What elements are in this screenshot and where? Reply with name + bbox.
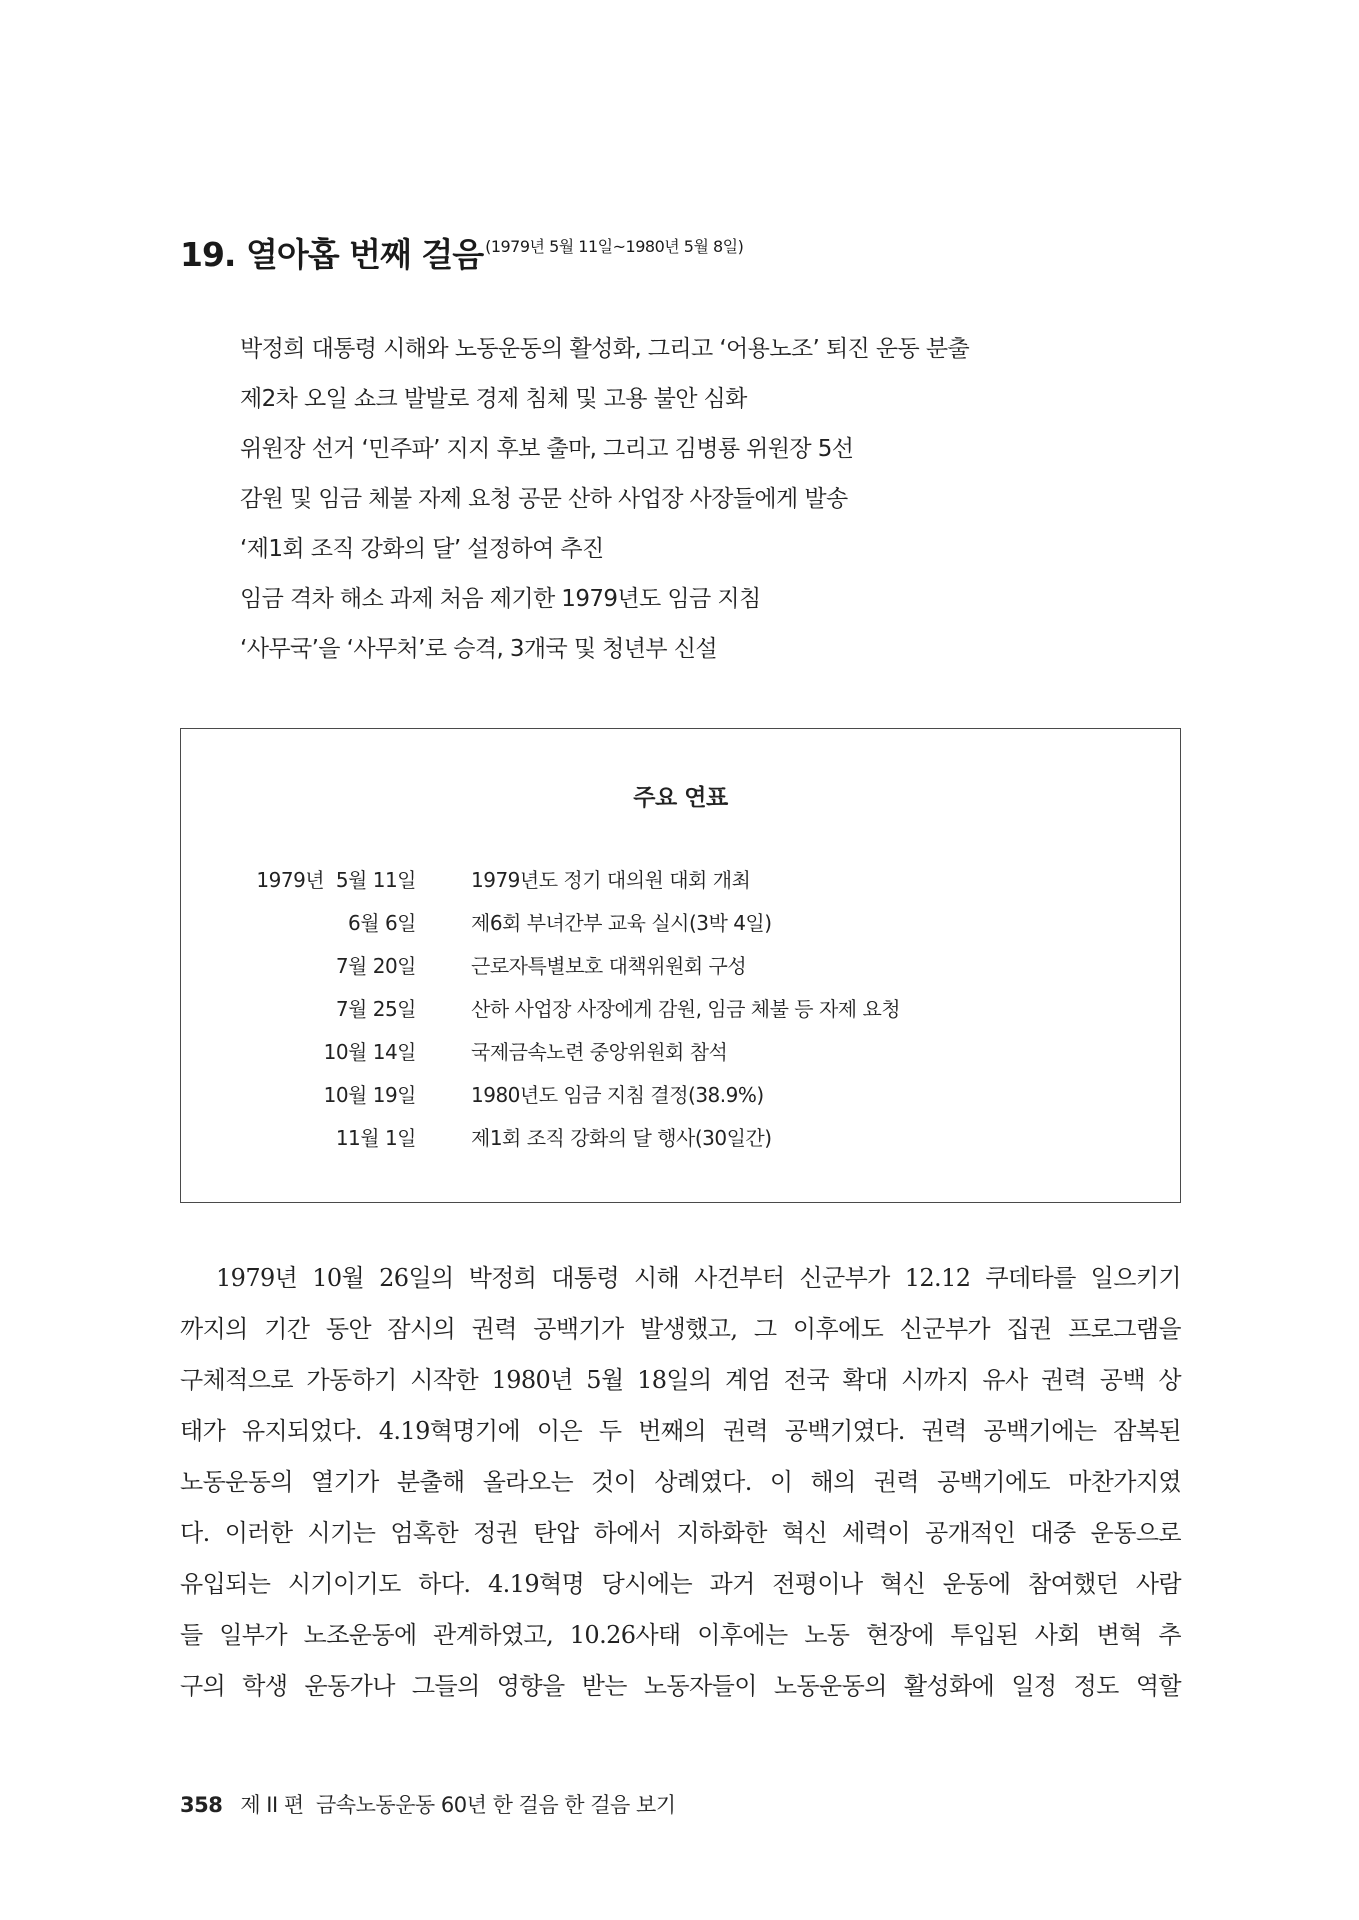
summary-item: 감원 및 임금 체불 자제 요청 공문 산하 사업장 사장들에게 발송: [240, 486, 848, 512]
timeline-event: 근로자특별보호 대책위원회 구성: [471, 954, 747, 978]
chapter-date-range: (1979년 5월 11일~1980년 5월 8일): [485, 237, 744, 256]
timeline-event: 국제금속노련 중앙위원회 참석: [471, 1040, 728, 1064]
timeline-row: [181, 1074, 1180, 1117]
timeline-row: [181, 988, 1180, 1031]
body-line: 1979년 10월 26일의 박정희 대통령 시해 사건부터 신군부가 12.12 쿠데타를 일으키기: [216, 1264, 1181, 1292]
page-number: 358: [180, 1793, 223, 1817]
timeline-event: 1979년도 정기 대의원 대회 개최: [471, 868, 751, 892]
summary-list: [240, 324, 969, 674]
body-line: 구의 학생 운동가나 그들의 영향을 받는 노동자들이 노동운동의 활성화에 일정 정도 역할: [180, 1672, 1181, 1700]
body-line: 태가 유지되었다. 4.19혁명기에 이은 두 번째의 권력 공백기였다. 권력 공백기에는 잠복된: [180, 1417, 1181, 1445]
summary-item: ‘사무국’을 ‘사무처’로 승격, 3개국 및 청년부 신설: [240, 636, 717, 662]
body-line: 까지의 기간 동안 잠시의 권력 공백기가 발생했고, 그 이후에도 신군부가 집권 프로그램을: [180, 1315, 1181, 1343]
timeline-date: 7월 25일: [335, 997, 416, 1021]
timeline-event: 제1회 조직 강화의 달 행사(30일간): [471, 1126, 772, 1150]
timeline-row: [181, 902, 1180, 945]
body-line: 구체적으로 가동하기 시작한 1980년 5월 18일의 계엄 전국 확대 시까지 유사 권력 공백 상: [180, 1366, 1181, 1394]
timeline-date: 7월 20일: [335, 954, 416, 978]
timeline-date: 6월 6일: [348, 911, 416, 935]
summary-item: 박정희 대통령 시해와 노동운동의 활성화, 그리고 ‘어용노조’ 퇴진 운동 분출: [240, 336, 970, 362]
body-line: 유입되는 시기이기도 하다. 4.19혁명 당시에는 과거 전평이나 혁신 운동에 참여했던 사람: [180, 1570, 1181, 1598]
summary-item: 제2차 오일 쇼크 발발로 경제 침체 및 고용 불안 심화: [240, 386, 747, 412]
timeline-date: 10월 14일: [323, 1040, 416, 1064]
chapter-title: [180, 229, 743, 276]
timeline-event: 1980년도 임금 지침 결정(38.9%): [471, 1083, 764, 1107]
timeline-row: [181, 859, 1180, 902]
timeline-date: 1979년 5월 11일: [256, 868, 416, 892]
chapter-title-text: 19. 열아홉 번째 걸음: [180, 235, 484, 274]
summary-item: 위원장 선거 ‘민주파’ 지지 후보 출마, 그리고 김병룡 위원장 5선: [240, 436, 854, 462]
timeline-date: 10월 19일: [323, 1083, 416, 1107]
timeline-row: [181, 945, 1180, 988]
page-footer: [180, 1789, 676, 1819]
timeline-box: [180, 728, 1181, 1203]
body-paragraph: [180, 1253, 1181, 1712]
timeline-title: 주요 연표: [633, 785, 728, 811]
summary-item: ‘제1회 조직 강화의 달’ 설정하여 추진: [240, 536, 604, 562]
timeline-event: 산하 사업장 사장에게 감원, 임금 체불 등 자제 요청: [471, 997, 901, 1021]
body-line: 노동운동의 열기가 분출해 올라오는 것이 상례였다. 이 해의 권력 공백기에도 마찬가지였: [180, 1468, 1181, 1496]
part-label: 제 II 편 금속노동운동 60년 한 걸음 한 걸음 보기: [240, 1793, 676, 1817]
timeline-row: [181, 1117, 1180, 1160]
timeline-row: [181, 1031, 1180, 1074]
body-line: 들 일부가 노조운동에 관계하였고, 10.26사태 이후에는 노동 현장에 투입된 사회 변혁 추: [180, 1621, 1181, 1649]
timeline-event: 제6회 부녀간부 교육 실시(3박 4일): [471, 911, 772, 935]
summary-item: 임금 격차 해소 과제 처음 제기한 1979년도 임금 지침: [240, 586, 761, 612]
timeline-rows: [181, 859, 1180, 1160]
body-line: 다. 이러한 시기는 엄혹한 정권 탄압 하에서 지하화한 혁신 세력이 공개적인 대중 운동으로: [180, 1519, 1181, 1547]
timeline-date: 11월 1일: [335, 1126, 416, 1150]
